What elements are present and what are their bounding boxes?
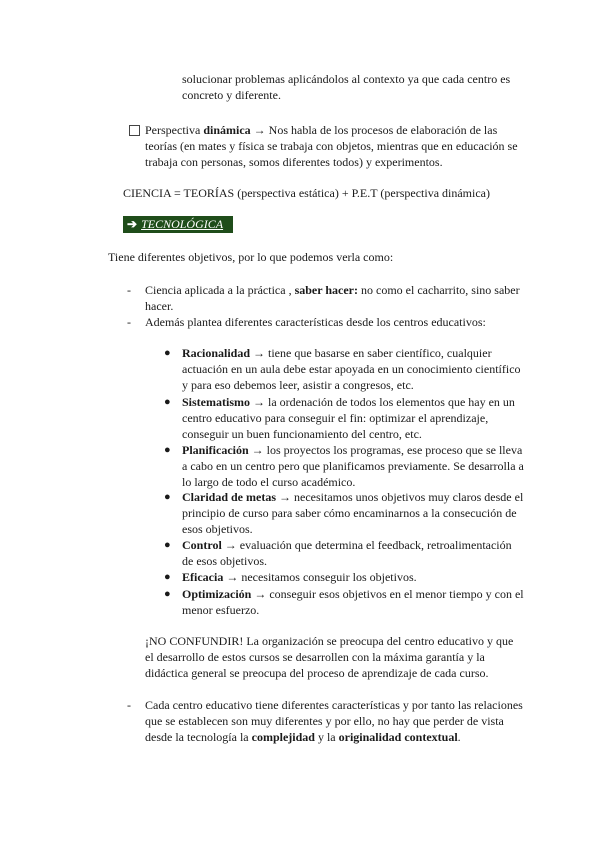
perspectiva-paragraph xyxy=(145,122,518,170)
arrow-icon: ➔ xyxy=(127,217,138,231)
bold-term: originalidad contextual xyxy=(338,730,458,744)
bullet-icon: ● xyxy=(164,491,171,503)
text-line: Sistematismo → la ordenación de todos los elementos que hay en un xyxy=(182,395,515,409)
note-paragraph xyxy=(145,633,513,681)
text-line: actuación en un aula debe estar apoyada en un conocimiento científico xyxy=(182,362,521,376)
bullet-item xyxy=(182,394,515,442)
text-line: didáctica general se preocupa del proceso de aprendizaje de cada curso. xyxy=(145,666,489,680)
text-line: centro educativo para conseguir el fin: optimizar el aprendizaje, xyxy=(182,411,489,425)
bold-term: Eficacia xyxy=(182,570,224,584)
formula-line: CIENCIA = TEORÍAS (perspectiva estática) + P.E.T (perspectiva dinámica) xyxy=(123,186,490,200)
text-line: Perspectiva dinámica → Nos habla de los procesos de elaboración de las xyxy=(145,123,498,137)
text-line: a cabo en un centro pero que planificamos previamente. Se desarrolla a xyxy=(182,459,524,473)
bold-term: complejidad xyxy=(251,730,315,744)
text-line: conseguir un buen funcionamiento del centro, etc. xyxy=(182,427,422,441)
text-line: hacer. xyxy=(145,299,174,313)
bold-term: Sistematismo xyxy=(182,395,250,409)
bullet-item xyxy=(182,345,521,393)
dash-marker: - xyxy=(127,283,131,297)
text-line: Control → evaluación que determina el feedback, retroalimentación xyxy=(182,538,512,552)
text-line: y para eso debemos leer, asistir a congresos, etc. xyxy=(182,378,414,392)
bullet-icon: ● xyxy=(164,571,171,583)
checkbox-icon xyxy=(129,125,140,136)
text-line: concreto y diferente. xyxy=(182,88,281,102)
bullet-icon: ● xyxy=(164,396,171,408)
bullet-item xyxy=(182,537,512,569)
text-line: teorías (en mates y física se trabaja con objetos, mientras que en educación se xyxy=(145,139,518,153)
text-line: trabaja con personas, somos diferentes todos) y experimentos. xyxy=(145,155,443,169)
bold-term: dinámica xyxy=(203,123,251,137)
bold-term: Planificación xyxy=(182,443,249,457)
bullet-item xyxy=(182,586,524,618)
text-line: Planificación → los proyectos los programas, ese proceso que se lleva xyxy=(182,443,523,457)
text-line: desde la tecnología la complejidad y la originalidad contextual. xyxy=(145,730,461,744)
bold-term: Racionalidad xyxy=(182,346,251,360)
text-line: Ciencia aplicada a la práctica , saber hacer: no como el cacharrito, sino saber xyxy=(145,283,520,297)
text-line: Cada centro educativo tiene diferentes características y por tanto las relaciones xyxy=(145,698,523,712)
list-item xyxy=(145,282,520,314)
text-line: el desarrollo de estos cursos se desarrollen con la máxima garantía y la xyxy=(145,650,485,664)
bold-term: Control xyxy=(182,538,222,552)
text-line: principio de curso para saber cómo encaminarnos a la consecución de xyxy=(182,506,517,520)
text-line: esos objetivos. xyxy=(182,522,253,536)
bullet-icon: ● xyxy=(164,539,171,551)
bold-term: saber hacer: xyxy=(294,283,359,297)
bullet-item xyxy=(182,569,417,585)
text-line: Racionalidad → tiene que basarse en saber científico, cualquier xyxy=(182,346,492,360)
text-line: menor esfuerzo. xyxy=(182,603,260,617)
text-line: Eficacia → necesitamos conseguir los objetivos. xyxy=(182,570,417,584)
bold-term: Optimización xyxy=(182,587,252,601)
top-paragraph xyxy=(182,71,510,103)
intro-line: Tiene diferentes objetivos, por lo que podemos verla como: xyxy=(108,250,394,264)
heading-text: TECNOLÓGICA xyxy=(141,217,224,231)
bullet-icon: ● xyxy=(164,347,171,359)
bullet-item xyxy=(182,442,524,490)
bullet-item xyxy=(182,489,523,537)
bullet-icon: ● xyxy=(164,588,171,600)
text-line: Claridad de metas → necesitamos unos objetivos muy claros desde el xyxy=(182,490,524,504)
dash-marker: - xyxy=(127,698,131,712)
text-line: lo largo de todo el curso académico. xyxy=(182,475,356,489)
text-line: Optimización → conseguir esos objetivos en el menor tiempo y con el xyxy=(182,587,524,601)
dash-marker: - xyxy=(127,315,131,329)
text-line: solucionar problemas aplicándolos al contexto ya que cada centro es xyxy=(182,72,511,86)
bullet-icon: ● xyxy=(164,444,171,456)
section-heading xyxy=(123,216,233,233)
list-item: Además plantea diferentes características desde los centros educativos: xyxy=(145,315,486,329)
text-line: que se establecen son muy diferentes y por ello, no hay que perder de vista xyxy=(145,714,504,728)
list-item xyxy=(145,697,523,745)
text-line: de esos objetivos. xyxy=(182,554,267,568)
bold-term: Claridad de metas xyxy=(182,490,276,504)
text-line: ¡NO CONFUNDIR! La organización se preocupa del centro educativo y que xyxy=(145,634,514,648)
